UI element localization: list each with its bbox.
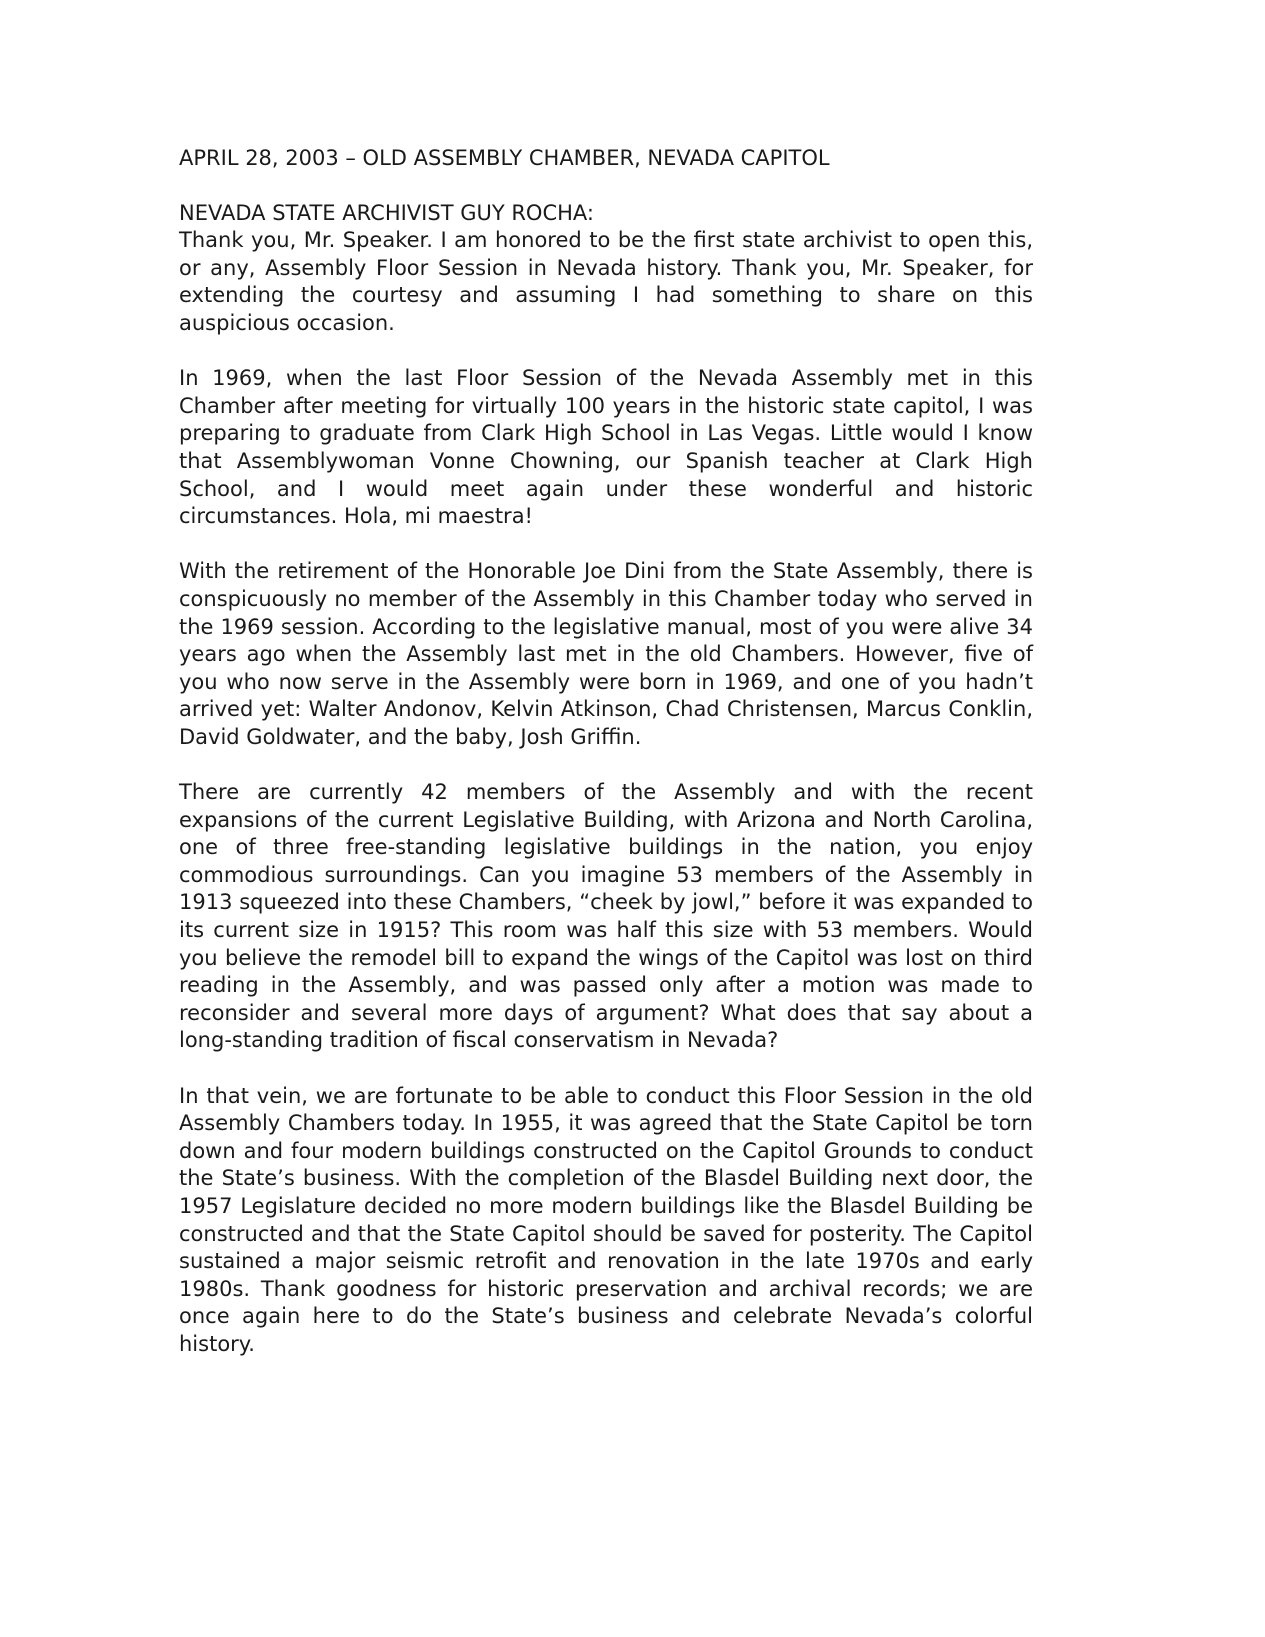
- paragraph: In that vein, we are fortunate to be able to conduct this Floor Session in the old Assembly Chambers today. In 1955, it was agreed that the State Capitol be torn down and four modern buildings constructed on the Capitol Grounds to conduct the State’s business. With the completion of the Blasdel Building next door, the 1957 Legislature decided no more modern buildings like the Blasdel Building be constructed and that the State Capitol should be saved for posterity. The Capitol sustained a major seismic retrofit and renovation in the late 1970s and early 1980s. Thank goodness for historic preservation and archival records; we are once again here to do the State’s business and celebrate Nevada’s colorful history.: [179, 1083, 1033, 1356]
- paragraph: In 1969, when the last Floor Session of the Nevada Assembly met in this Chamber after meeting for virtually 100 years in the historic state capitol, I was preparing to graduate from Clark High School in Las Vegas. Little would I know that Assemblywoman Vonne Chowning, our Spanish teacher at Clark High School, and I would meet again under these wonderful and historic circumstances. Hola, mi maestra!: [179, 366, 1033, 529]
- paragraph: There are currently 42 members of the Assembly and with the recent expansions of the current Legislative Building, with Arizona and North Carolina, one of three free-standing legislative buildings in the nation, you enjoy commodious surroundings. Can you imagine 53 members of the Assembly in 1913 squeezed into these Chambers, “cheek by jowl,” before it was expanded to its current size in 1915? This room was half this size with 53 members. Would you believe the remodel bill to expand the wings of the Capitol was lost on third reading in the Assembly, and was passed only after a motion was made to reconsider and several more days of argument? What does that say about a long-standing tradition of fiscal conservatism in Nevada?: [179, 780, 1033, 1053]
- paragraph: Thank you, Mr. Speaker. I am honored to be the first state archivist to open this, or any, Assembly Floor Session in Nevada history. Thank you, Mr. Speaker, for extending the courtesy and assuming I had something to share on this auspicious occasion.: [179, 228, 1033, 335]
- paragraph: With the retirement of the Honorable Joe Dini from the State Assembly, there is conspicuously no member of the Assembly in this Chamber today who served in the 1969 session. According to the legislative manual, most of you were alive 34 years ago when the Assembly last met in the old Chambers. However, five of you who now serve in the Assembly were born in 1969, and one of you hadn’t arrived yet: Walter Andonov, Kelvin Atkinson, Chad Christensen, Marcus Conklin, David Goldwater, and the baby, Josh Griffin.: [179, 559, 1033, 749]
- speaker-label: NEVADA STATE ARCHIVIST GUY ROCHA:: [179, 200, 594, 225]
- document-heading: APRIL 28, 2003 – OLD ASSEMBLY CHAMBER, NEVADA CAPITOL: [179, 146, 830, 170]
- document-page: [179, 145, 1033, 1359]
